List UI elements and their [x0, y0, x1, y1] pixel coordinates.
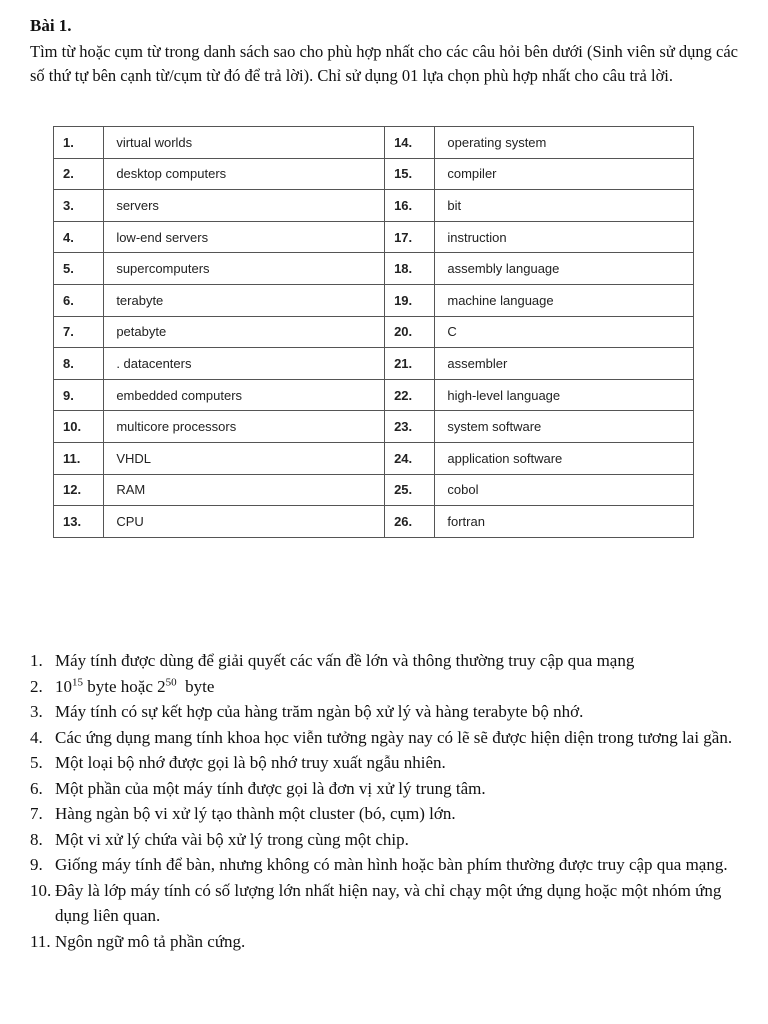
- term-number: 4.: [54, 221, 104, 253]
- term-number: 8.: [54, 348, 104, 380]
- term-label: system software: [435, 411, 694, 443]
- term-label: CPU: [104, 506, 385, 538]
- term-number: 26.: [385, 506, 435, 538]
- question-item: [30, 725, 746, 751]
- term-number: 12.: [54, 474, 104, 506]
- term-label: instruction: [435, 221, 694, 253]
- question-text: Máy tính có sự kết hợp của hàng trăm ngàn bộ xử lý và hàng terabyte bộ nhớ.: [55, 702, 584, 721]
- table-row: [54, 284, 694, 316]
- question-text-part: byte: [176, 676, 215, 696]
- table-row: [54, 411, 694, 443]
- term-number: 1.: [54, 127, 104, 159]
- question-text: Hàng ngàn bộ vi xử lý tạo thành một cluster (bó, cụm) lớn.: [55, 804, 456, 823]
- terms-table: [53, 126, 694, 538]
- term-label: C: [435, 316, 694, 348]
- term-number: 21.: [385, 348, 435, 380]
- term-number: 25.: [385, 474, 435, 506]
- term-label: cobol: [435, 474, 694, 506]
- term-label: RAM: [104, 474, 385, 506]
- question-number: 10.: [30, 880, 52, 900]
- term-number: 9.: [54, 379, 104, 411]
- term-label: virtual worlds: [104, 127, 385, 159]
- question-number: 6.: [30, 778, 43, 798]
- question-number: 1.: [30, 651, 43, 670]
- term-label: machine language: [435, 284, 694, 316]
- term-label: high-level language: [435, 379, 694, 411]
- table-row: [54, 474, 694, 506]
- table-row: [54, 190, 694, 222]
- question-text: Một phần của một máy tính được gọi là đơn vị xử lý trung tâm.: [55, 778, 486, 798]
- question-number: 4.: [30, 727, 43, 747]
- term-number: 15.: [385, 158, 435, 190]
- term-number: 23.: [385, 411, 435, 443]
- question-item: [30, 852, 746, 878]
- superscript-exponent: 15: [72, 675, 83, 688]
- table-row: [54, 506, 694, 538]
- term-number: 10.: [54, 411, 104, 443]
- term-number: 18.: [385, 253, 435, 285]
- question-number: 11.: [30, 931, 51, 951]
- question-number: 3.: [30, 702, 43, 721]
- term-label: bit: [435, 190, 694, 222]
- question-number: 7.: [30, 804, 43, 823]
- exercise-heading: Bài 1.: [30, 16, 72, 35]
- term-number: 2.: [54, 158, 104, 190]
- table-row: [54, 316, 694, 348]
- table-row: [54, 348, 694, 380]
- term-label: . datacenters: [104, 348, 385, 380]
- term-label: VHDL: [104, 442, 385, 474]
- question-text: Máy tính được dùng để giải quyết các vấn đề lớn và thông thường truy cập qua mạng: [55, 651, 635, 670]
- question-item: [30, 801, 746, 827]
- term-number: 13.: [54, 506, 104, 538]
- question-text: Một vi xử lý chứa vài bộ xử lý trong cùng một chip.: [55, 829, 409, 849]
- term-label: operating system: [435, 127, 694, 159]
- term-label: compiler: [435, 158, 694, 190]
- term-label: supercomputers: [104, 253, 385, 285]
- question-number: 9.: [30, 855, 43, 874]
- term-number: 24.: [385, 442, 435, 474]
- term-label: assembler: [435, 348, 694, 380]
- term-label: assembly language: [435, 253, 694, 285]
- question-item: [30, 674, 746, 700]
- term-number: 17.: [385, 221, 435, 253]
- question-text: Giống máy tính để bàn, nhưng không có màn hình hoặc bàn phím thường được truy cập qua mạng.: [55, 855, 728, 874]
- term-label: embedded computers: [104, 379, 385, 411]
- term-number: 11.: [54, 442, 104, 474]
- term-number: 14.: [385, 127, 435, 159]
- term-label: application software: [435, 442, 694, 474]
- table-row: [54, 127, 694, 159]
- question-item: [30, 827, 746, 853]
- term-label: terabyte: [104, 284, 385, 316]
- term-label: petabyte: [104, 316, 385, 348]
- question-item: [30, 750, 746, 776]
- question-item: [30, 648, 746, 674]
- question-item: [30, 878, 746, 929]
- question-text: Ngôn ngữ mô tả phần cứng.: [55, 931, 246, 951]
- term-number: 22.: [385, 379, 435, 411]
- term-label: low-end servers: [104, 221, 385, 253]
- term-label: fortran: [435, 506, 694, 538]
- question-number: 2.: [30, 676, 43, 696]
- question-text-part: 10: [55, 676, 72, 696]
- term-label: multicore processors: [104, 411, 385, 443]
- table-row: [54, 253, 694, 285]
- term-number: 20.: [385, 316, 435, 348]
- question-number: 5.: [30, 753, 43, 772]
- question-text: Một loại bộ nhớ được gọi là bộ nhớ truy xuất ngẫu nhiên.: [55, 753, 446, 772]
- term-label: servers: [104, 190, 385, 222]
- table-row: [54, 221, 694, 253]
- question-item: [30, 776, 746, 802]
- term-number: 6.: [54, 284, 104, 316]
- term-number: 3.: [54, 190, 104, 222]
- question-text: Các ứng dụng mang tính khoa học viễn tưởng ngày nay có lẽ sẽ được hiện diện trong tương lai gần.: [55, 727, 733, 747]
- question-list: [30, 648, 746, 954]
- question-item: [30, 929, 746, 955]
- term-number: 5.: [54, 253, 104, 285]
- table-row: [54, 158, 694, 190]
- question-text-part: byte hoặc 2: [83, 676, 166, 696]
- term-label: desktop computers: [104, 158, 385, 190]
- superscript-exponent: 50: [165, 675, 177, 688]
- question-item: [30, 699, 746, 725]
- term-number: 7.: [54, 316, 104, 348]
- table-row: [54, 442, 694, 474]
- exercise-instructions: Tìm từ hoặc cụm từ trong danh sách sao cho phù hợp nhất cho các câu hỏi bên dưới (Sinh viên sử dụng các số thứ tự bên cạnh từ/cụm từ đó để trả lời). Chỉ sử dụng 01 lựa chọn phù hợp nhất cho câu trả lời.: [30, 42, 739, 85]
- term-number: 19.: [385, 284, 435, 316]
- question-number: 8.: [30, 829, 43, 849]
- term-number: 16.: [385, 190, 435, 222]
- question-text: Đây là lớp máy tính có số lượng lớn nhất hiện nay, và chỉ chạy một ứng dụng hoặc một nhóm ứng dụng liên quan.: [55, 880, 722, 925]
- table-row: [54, 379, 694, 411]
